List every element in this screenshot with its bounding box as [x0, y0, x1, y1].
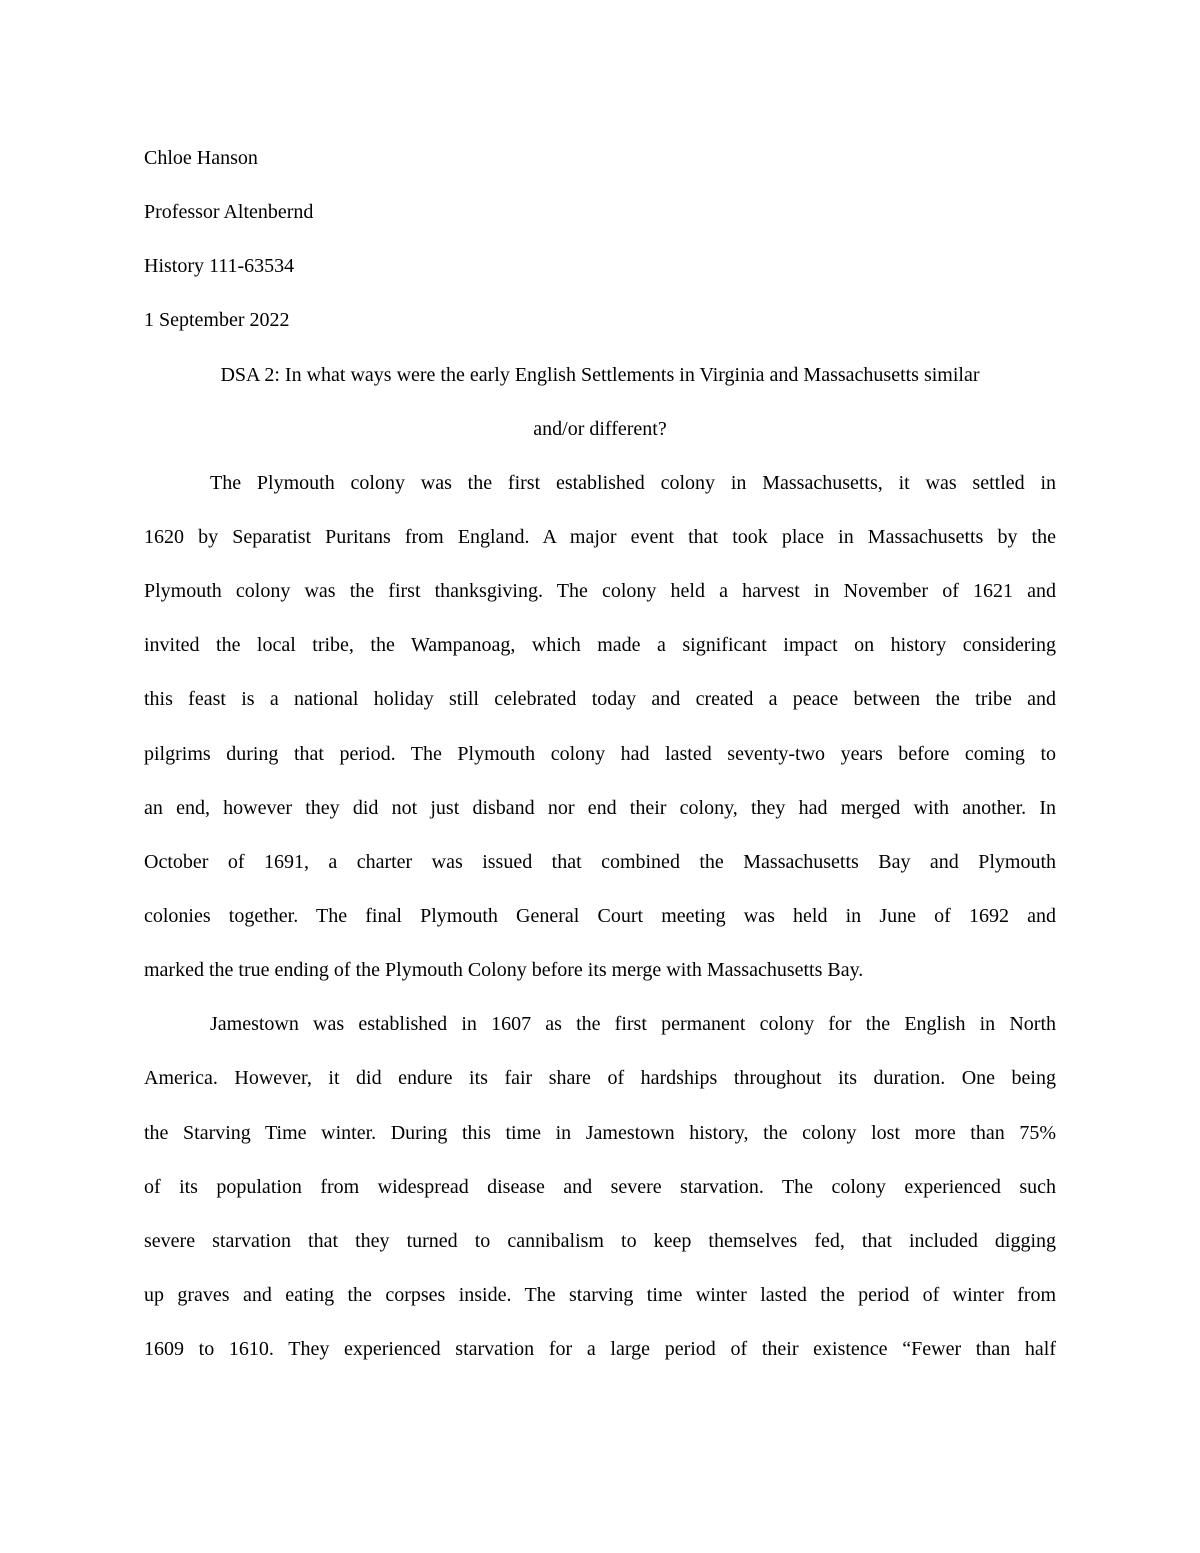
- document-body: [144, 144, 1056, 1389]
- paragraph-line: 1620 by Separatist Puritans from England. A major event that took place in Massachusetts by the: [144, 525, 1056, 548]
- paragraph-line: marked the true ending of the Plymouth Colony before its merge with Massachusetts Bay.: [144, 959, 864, 982]
- paragraph-plymouth: [144, 469, 1056, 1010]
- document-title-line-1: DSA 2: In what ways were the early English Settlements in Virginia and Massachusetts similar: [220, 363, 980, 386]
- paragraph-line: pilgrims during that period. The Plymouth colony had lasted seventy-two years before coming to: [144, 742, 1056, 765]
- paragraph-line: America. However, it did endure its fair share of hardships throughout its duration. One being: [144, 1067, 1056, 1090]
- paragraph-line: this feast is a national holiday still celebrated today and created a peace between the tribe and: [144, 688, 1056, 711]
- paragraph-line: Plymouth colony was the first thanksgiving. The colony held a harvest in November of 1621 and: [144, 580, 1056, 603]
- paragraph-line: invited the local tribe, the Wampanoag, which made a significant impact on history considering: [144, 634, 1056, 657]
- document-title-line-2: and/or different?: [533, 417, 667, 440]
- course-number: History 111-63534: [144, 255, 295, 278]
- paragraph-line: up graves and eating the corpses inside. The starving time winter lasted the period of winter from: [144, 1283, 1056, 1306]
- paragraph-line: October of 1691, a charter was issued that combined the Massachusetts Bay and Plymouth: [144, 850, 1056, 873]
- paragraph-jamestown: [144, 1010, 1056, 1389]
- paragraph-line: the Starving Time winter. During this time in Jamestown history, the colony lost more than 75%: [144, 1121, 1056, 1144]
- paragraph-line: severe starvation that they turned to cannibalism to keep themselves fed, that included digging: [144, 1229, 1056, 1252]
- paragraph-line: colonies together. The final Plymouth General Court meeting was held in June of 1692 and: [144, 904, 1056, 927]
- paragraph-line: an end, however they did not just disband nor end their colony, they had merged with another. In: [144, 796, 1056, 819]
- paragraph-line: of its population from widespread disease and severe starvation. The colony experienced such: [144, 1175, 1056, 1198]
- paragraph-line: Jamestown was established in 1607 as the first permanent colony for the English in North: [210, 1013, 1056, 1036]
- document-date: 1 September 2022: [144, 309, 290, 332]
- author-name: Chloe Hanson: [144, 147, 258, 169]
- professor-name: Professor Altenbernd: [144, 201, 314, 224]
- paragraph-line: The Plymouth colony was the first established colony in Massachusetts, it was settled in: [210, 471, 1056, 494]
- paragraph-line: 1609 to 1610. They experienced starvation for a large period of their existence “Fewer than half: [144, 1338, 1056, 1361]
